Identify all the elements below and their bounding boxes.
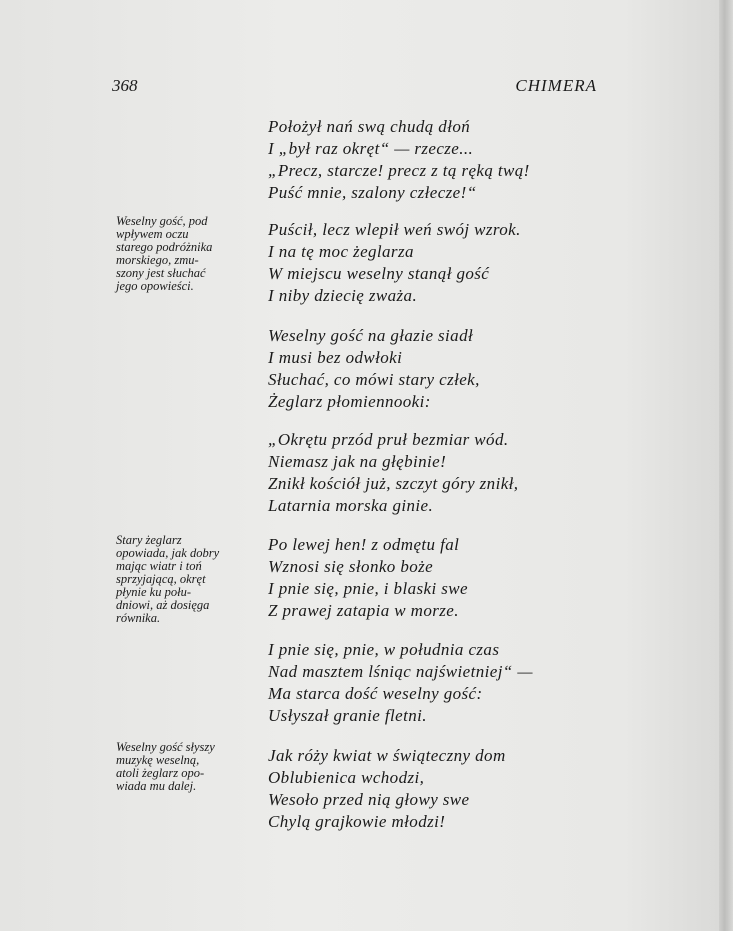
running-title: CHIMERA [515,76,597,95]
poem-line: Wesoło przed nią głowy swe [268,790,470,809]
poem-line: Żeglarz płomiennooki: [268,392,431,411]
poem-line: Wznosi się słonko boże [268,557,434,576]
margin-gloss-3: Weselny gość słyszy muzykę weselną, atoli żeglarz opo- wiada mu dalej. [116,740,215,793]
poem-line: Niemasz jak na głębinie! [268,452,447,471]
stanza-5 [268,534,608,622]
poem-line: Usłyszał granie fletni. [268,706,427,725]
poem-line: Położył nań swą chudą dłoń [268,117,471,136]
poem-line: I na tę moc żeglarza [268,242,414,261]
poem-line: Latarnia morska ginie. [268,496,434,515]
poem-line: Oblubienica wchodzi, [268,768,425,787]
poem-line: Po lewej hen! z odmętu fal [268,535,460,554]
stanza-3 [268,325,608,413]
margin-gloss-2: Stary żeglarz opowiada, jak dobry mając wiatr i toń sprzyjającą, okręt płynie ku połu- dniowi, aż dosięga równika. [116,533,220,625]
page-header [112,76,597,100]
poem-line: I pnie się, pnie, w południa czas [268,640,500,659]
poem-line: Puść mnie, szalony człecze!“ [268,183,477,202]
poem-line: I musi bez odwłoki [268,348,403,367]
stanza-6 [268,639,608,727]
poem-line: Ma starca dość weselny gość: [268,684,483,703]
page-edge-shadow [719,0,733,931]
poem-line: I „był raz okręt“ — rzecze... [268,139,474,158]
poem-line: Weselny gość na głazie siadł [268,326,474,345]
poem-line: Jak róży kwiat w świąteczny dom [268,746,506,765]
poem-line: Znikł kościół już, szczyt góry znikł, [268,474,519,493]
page-number: 368 [112,76,138,95]
margin-gloss-1: Weselny gość, pod wpływem oczu starego podróżnika morskiego, zmu- szony jest słuchać jego opowieści. [116,214,213,293]
poem-line: Z prawej zatapia w morze. [268,601,459,620]
poem-line: I niby dziecię zważa. [268,286,418,305]
poem-line: I pnie się, pnie, i blaski swe [268,579,468,598]
poem-line: Nad masztem lśniąc najświetniej“ — [268,662,533,681]
stanza-2 [268,219,608,307]
stanza-4 [268,429,608,517]
poem-line: Chylą grajkowie młodzi! [268,812,446,831]
poem-line: „Precz, starcze! precz z tą ręką twą! [268,161,530,180]
stanza-1 [268,116,608,204]
stanza-7 [268,745,608,833]
poem-line: Słuchać, co mówi stary człek, [268,370,480,389]
poem-line: W miejscu weselny stanął gość [268,264,490,283]
poem-line: Puścił, lecz wlepił weń swój wzrok. [268,220,521,239]
poem-line: „Okrętu przód pruł bezmiar wód. [268,430,509,449]
